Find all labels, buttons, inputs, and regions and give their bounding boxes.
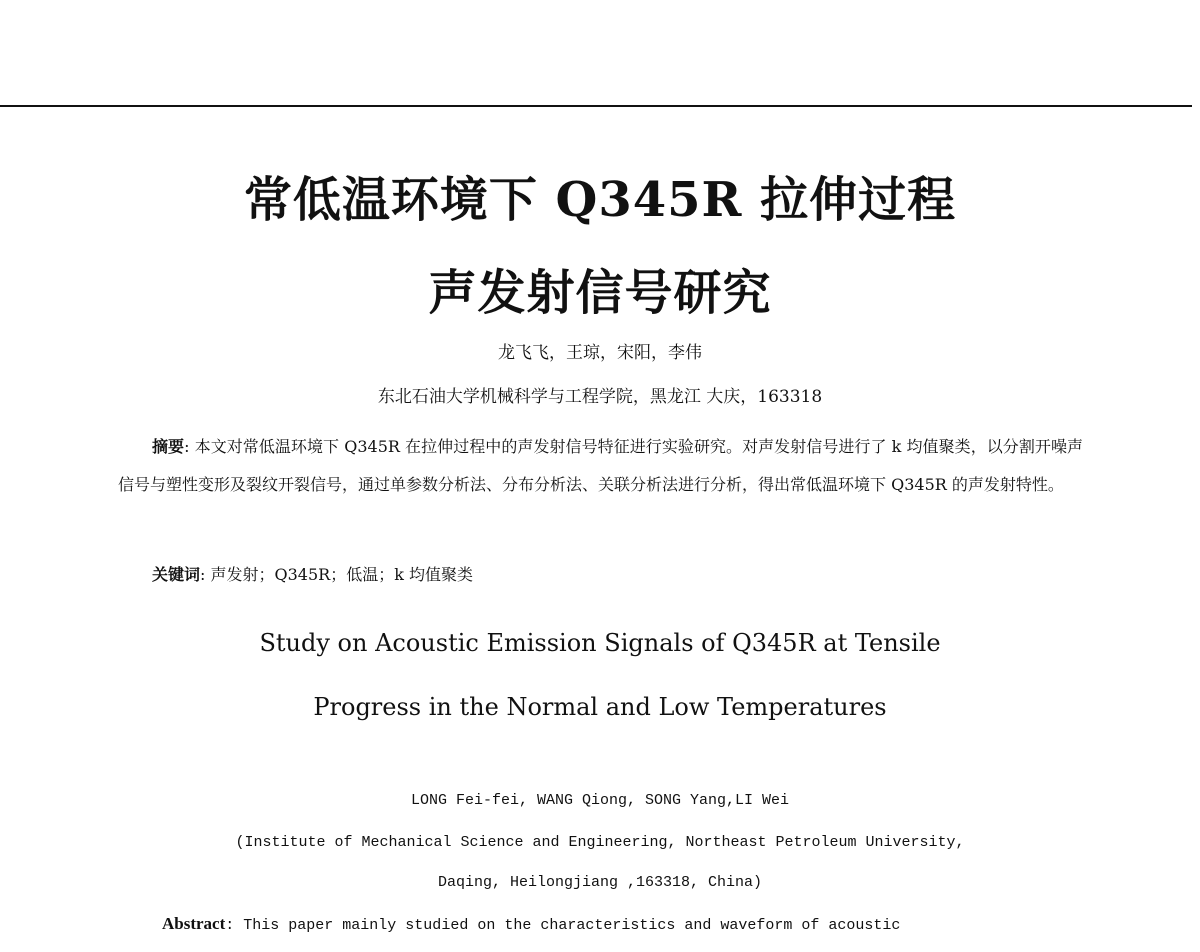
- english-authors: LONG Fei-fei, WANG Qiong, SONG Yang,LI Wei: [410, 792, 790, 809]
- english-abstract: [162, 912, 1102, 938]
- chinese-keywords-label: 关键词: [152, 565, 201, 584]
- english-title-line-2: Progress in the Normal and Low Temperatures: [313, 693, 887, 721]
- chinese-abstract-text: 本文对常低温环境下 Q345R 在拉伸过程中的声发射信号特征进行实验研究。对声发射信号进行了 k 均值聚类，以分割开噪声信号与塑性变形及裂纹开裂信号，通过单参数分析法、分布分析法、关联分析法进行分析，得出常低温环境下 Q345R 的声发射特性。: [118, 437, 1083, 494]
- chinese-title-line-2: 声发射信号研究: [428, 265, 772, 321]
- chinese-keywords-text: 声发射；Q345R；低温；k 均值聚类: [210, 565, 473, 584]
- chinese-abstract-colon: :: [184, 437, 195, 456]
- english-abstract-colon: :: [225, 917, 244, 934]
- header-rule: [0, 105, 1192, 107]
- english-abstract-text: This paper mainly studied on the characteristics and waveform of acoustic: [243, 917, 901, 934]
- chinese-abstract-label: 摘要: [152, 437, 185, 456]
- english-abstract-label: Abstract: [162, 914, 226, 933]
- chinese-affiliation: 东北石油大学机械科学与工程学院，黑龙江 大庆，163318: [377, 387, 823, 407]
- chinese-abstract: [118, 428, 1083, 504]
- chinese-keywords-colon: :: [200, 565, 211, 584]
- english-affiliation-line-1: (Institute of Mechanical Science and Engineering, Northeast Petroleum University,: [235, 834, 965, 851]
- english-title-line-1: Study on Acoustic Emission Signals of Q345R at Tensile: [259, 629, 941, 657]
- chinese-keywords: [152, 563, 473, 587]
- english-affiliation-line-2: Daqing, Heilongjiang ,163318, China): [437, 874, 763, 891]
- chinese-title-line-1: 常低温环境下 Q345R 拉伸过程: [243, 172, 957, 228]
- chinese-authors: 龙飞飞，王琼，宋阳，李伟: [498, 343, 702, 363]
